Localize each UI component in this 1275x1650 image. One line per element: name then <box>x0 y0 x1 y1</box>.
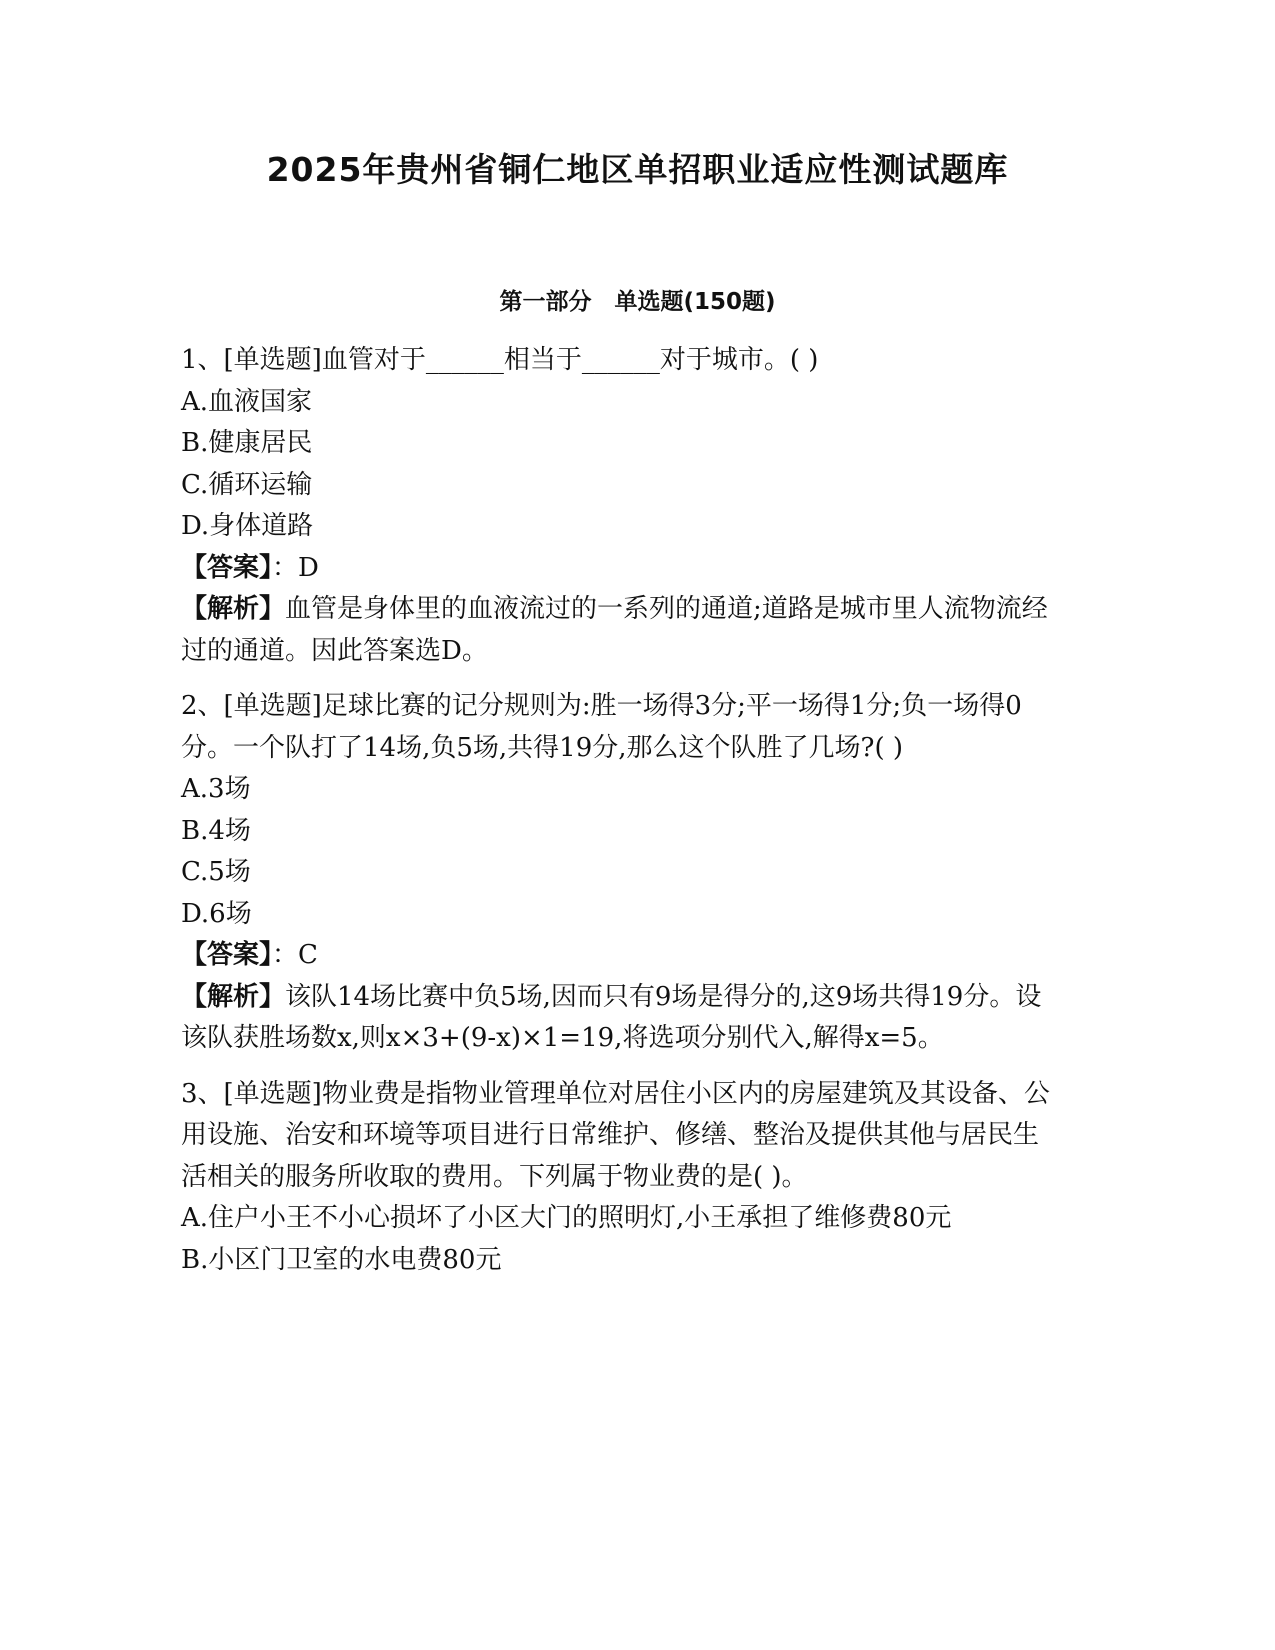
analysis-label: 【解析】 <box>181 981 286 1012</box>
analysis-line <box>181 977 1061 1060</box>
option-c: C.循环运输 <box>181 469 313 500</box>
answer-line <box>181 548 1061 590</box>
option-a: A.住户小王不小心损坏了小区大门的照明灯,小王承担了维修费80元 <box>181 1203 952 1233</box>
question-list <box>181 340 1061 1295</box>
option-d: D.身体道路 <box>181 511 314 541</box>
question-item <box>181 1074 1061 1282</box>
answer-line <box>181 935 1061 977</box>
answer-value: ：D <box>272 552 319 583</box>
question-stem: 1、[单选题]血管对于______相当于______对于城市。( ) <box>181 345 819 375</box>
option-a: A.血液国家 <box>181 386 313 417</box>
analysis-label: 【解析】 <box>181 594 286 624</box>
section-heading: 第一部分 单选题(150题) <box>499 289 776 315</box>
question-stem: 3、[单选题]物业费是指物业管理单位对居住小区内的房屋建筑及其设备、公用设施、治安和环境等项目进行日常维护、修缮、整治及提供其他与居民生活相关的服务所收取的费用。下列属于物业费的是( )。 <box>181 1078 1050 1192</box>
option-b: B.小区门卫室的水电费80元 <box>181 1244 502 1275</box>
question-item <box>181 340 1061 672</box>
analysis-line <box>181 589 1061 672</box>
answer-value: ：C <box>272 940 318 970</box>
question-stem: 2、[单选题]足球比赛的记分规则为:胜一场得3分;平一场得1分;负一场得0分。一个队打了14场,负5场,共得19分,那么这个队胜了几场?( ) <box>181 691 1022 763</box>
answer-label: 【答案】 <box>181 552 273 583</box>
option-b: B.4场 <box>181 815 251 846</box>
analysis-text: 血管是身体里的血液流过的一系列的通道;道路是城市里人流物流经过的通道。因此答案选D。 <box>181 594 1048 666</box>
option-d: D.6场 <box>181 898 252 929</box>
answer-label: 【答案】 <box>181 940 273 970</box>
analysis-text: 该队14场比赛中负5场,因而只有9场是得分的,这9场共得19分。设该队获胜场数x,则x×3+(9-x)×1=19,将选项分别代入,解得x=5。 <box>181 981 1042 1053</box>
option-a: A.3场 <box>181 774 251 804</box>
option-b: B.健康居民 <box>181 428 313 458</box>
question-item <box>181 686 1061 1060</box>
document-title: 2025年贵州省铜仁地区单招职业适应性测试题库 <box>266 150 1009 189</box>
option-c: C.5场 <box>181 857 251 887</box>
